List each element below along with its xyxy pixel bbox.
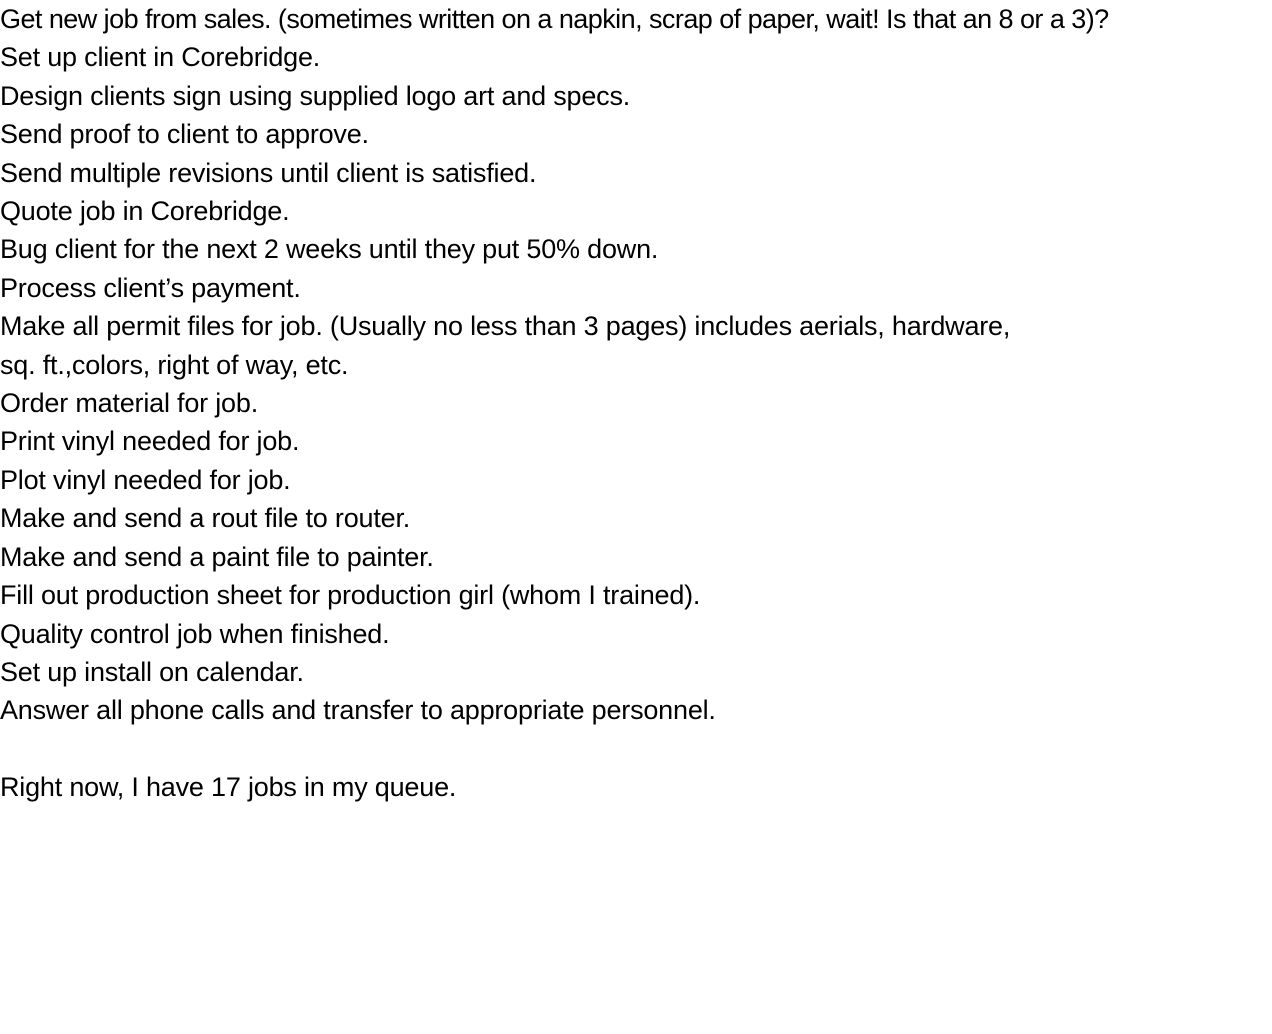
text-line: Fill out production sheet for production girl (whom I trained). — [0, 580, 701, 611]
text-line: Get new job from sales. (sometimes written on a napkin, scrap of paper, wait! Is that an 8 or a 3)? — [0, 4, 1109, 34]
text-line: Process client’s payment. — [0, 272, 301, 303]
text-line: Plot vinyl needed for job. — [0, 464, 291, 495]
text-line: Send multiple revisions until client is satisfied. — [0, 157, 537, 188]
text-line: Order material for job. — [0, 388, 258, 419]
text-line: Send proof to client to approve. — [0, 119, 369, 150]
text-line: Print vinyl needed for job. — [0, 426, 300, 457]
text-line: Make and send a paint file to painter. — [0, 541, 434, 572]
text-line: sq. ft.,colors, right of way, etc. — [0, 349, 349, 380]
text-line: Set up install on calendar. — [0, 656, 304, 687]
text-line: Make all permit files for job. (Usually no less than 3 pages) includes aerials, hardware, — [0, 311, 1011, 342]
text-line: Bug client for the next 2 weeks until they put 50% down. — [0, 234, 659, 265]
text-line: Make and send a rout file to router. — [0, 503, 411, 534]
text-line: Answer all phone calls and transfer to appropriate personnel. — [0, 695, 716, 726]
text-line: Design clients sign using supplied logo art and specs. — [0, 80, 631, 111]
text-line: Quote job in Corebridge. — [0, 196, 290, 227]
text-line: Set up client in Corebridge. — [0, 42, 321, 73]
text-line: Quality control job when finished. — [0, 618, 390, 649]
closing-line: Right now, I have 17 jobs in my queue. — [0, 772, 457, 803]
blank-line — [0, 730, 1272, 768]
